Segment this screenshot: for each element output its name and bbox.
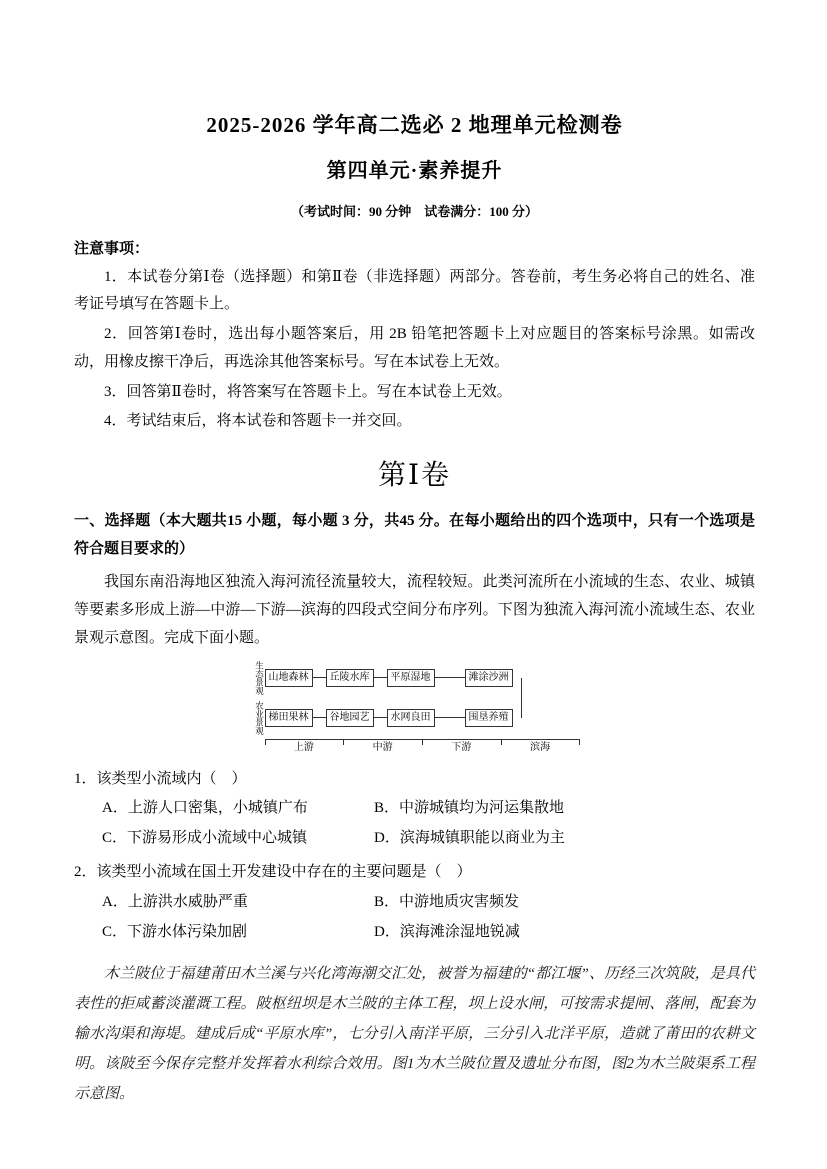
diagram-connector-long: [435, 677, 465, 678]
diagram-row-ecology: [250, 661, 580, 695]
notice-item-1: 1．本试卷分第Ⅰ卷（选择题）和第Ⅱ卷（非选择题）两部分。答卷前，考生务必将自己的姓名、准考证号填写在答题卡上。: [74, 268, 755, 313]
diagram-box: 丘陵水库: [326, 669, 374, 687]
notice-item-3: 3．回答第Ⅱ卷时，将答案写在答题卡上。写在本试卷上无效。: [104, 383, 512, 400]
diagram-box: 水网良田: [387, 709, 435, 727]
question-1-stem: 1．该类型小流域内（ ）: [74, 770, 247, 787]
diagram-row-label-agriculture: 农业景观: [254, 700, 265, 735]
axis-label-coastal: 滨海: [501, 740, 580, 754]
question-2-option-a: A．上游洪水威胁严重: [102, 894, 248, 911]
page-subtitle: 第四单元·素养提升: [326, 159, 503, 182]
diagram-connector-long: [435, 717, 465, 718]
question-1-option-c: C．下游易形成小流域中心城镇: [102, 830, 308, 847]
exam-meta: （考试时间：90 分钟 试卷满分：100 分）: [290, 203, 538, 219]
section-heading: 一、选择题（本大题共15 小题，每小题 3 分，共45 分。在每小题给出的四个选项中，只有一个选项是符合题目要求的）: [74, 512, 755, 557]
question-1: [74, 766, 755, 854]
diagram-connector: [374, 717, 387, 718]
question-1-option-d: D．滨海城镇职能以商业为主: [374, 830, 565, 847]
passage-mulanbei: 木兰陂位于福建莆田木兰溪与兴化湾海潮交汇处，被誉为福建的“都江堰”、历经三次筑陂，是具代表性的拒咸蓄淡灌溉工程。陂枢纽坝是木兰陂的主体工程，坝上设水闸，可按需求提闸、落闸，配套为输水沟渠和海堤。建成后成“平原水库”，七分引入南洋平原，三分引入北洋平原，造就了莆田的农耕文明。该陂至今保存完整并发挥着水利综合效用。图1为木兰陂位置及遗址分布图，图2为木兰陂渠系工程示意图。: [74, 966, 755, 1103]
question-2-option-b: B．中游地质灾害频发: [374, 894, 520, 911]
part1-title: 第Ⅰ卷: [377, 460, 452, 492]
diagram-row-label-ecology: 生态景观: [254, 660, 265, 695]
page-title: 2025-2026 学年高二选必 2 地理单元检测卷: [206, 113, 623, 137]
question-1-options: [102, 793, 755, 853]
diagram-box: 围垦养殖: [465, 709, 513, 727]
diagram-connector: [313, 717, 326, 718]
diagram-axis: [265, 739, 580, 754]
diagram-box: 谷地园艺: [326, 709, 374, 727]
diagram-box: 滩涂沙洲: [465, 669, 513, 687]
question-1-option-a: A．上游人口密集，小城镇广布: [102, 800, 308, 817]
axis-label-downstream: 下游: [422, 740, 501, 754]
diagram-box: 梯田果林: [265, 709, 313, 727]
watershed-landscape-diagram: [250, 661, 580, 754]
question-1-option-b: B．中游城镇均为河运集散地: [374, 800, 565, 817]
question-2-option-d: D．滨海滩涂湿地锐减: [374, 924, 520, 941]
notice-label: 注意事项：: [74, 240, 150, 257]
axis-label-upstream: 上游: [265, 740, 344, 754]
diagram-row-agriculture: [250, 701, 580, 735]
notice-item-4: 4．考试结束后，将本试卷和答题卡一并交回。: [104, 413, 412, 430]
diagram-vertical-connector: [521, 678, 522, 718]
axis-label-midstream: 中游: [343, 740, 422, 754]
notice-item-2: 2．回答第Ⅰ卷时，选出每小题答案后，用 2B 铅笔把答题卡上对应题目的答案标号涂黑。如需改动，用橡皮擦干净后，再选涂其他答案标号。写在本试卷上无效。: [74, 326, 755, 370]
question-2-options: [102, 887, 755, 947]
diagram-rows: [250, 661, 580, 735]
diagram-box: 山地森林: [265, 669, 313, 687]
intro-paragraph: 我国东南沿海地区独流入海河流径流量较大，流程较短。此类河流所在小流域的生态、农业、城镇等要素多形成上游—中游—下游—滨海的四段式空间分布序列。下图为独流入海河流小流域生态、农业景观示意图。完成下面小题。: [74, 574, 755, 646]
diagram-box: 平原湿地: [387, 669, 435, 687]
question-2-option-c: C．下游水体污染加剧: [102, 924, 248, 941]
question-2: [74, 859, 755, 947]
question-2-stem: 2．该类型小流域在国土开发建设中存在的主要问题是（ ）: [74, 864, 472, 881]
diagram-connector: [313, 677, 326, 678]
diagram-connector: [374, 677, 387, 678]
